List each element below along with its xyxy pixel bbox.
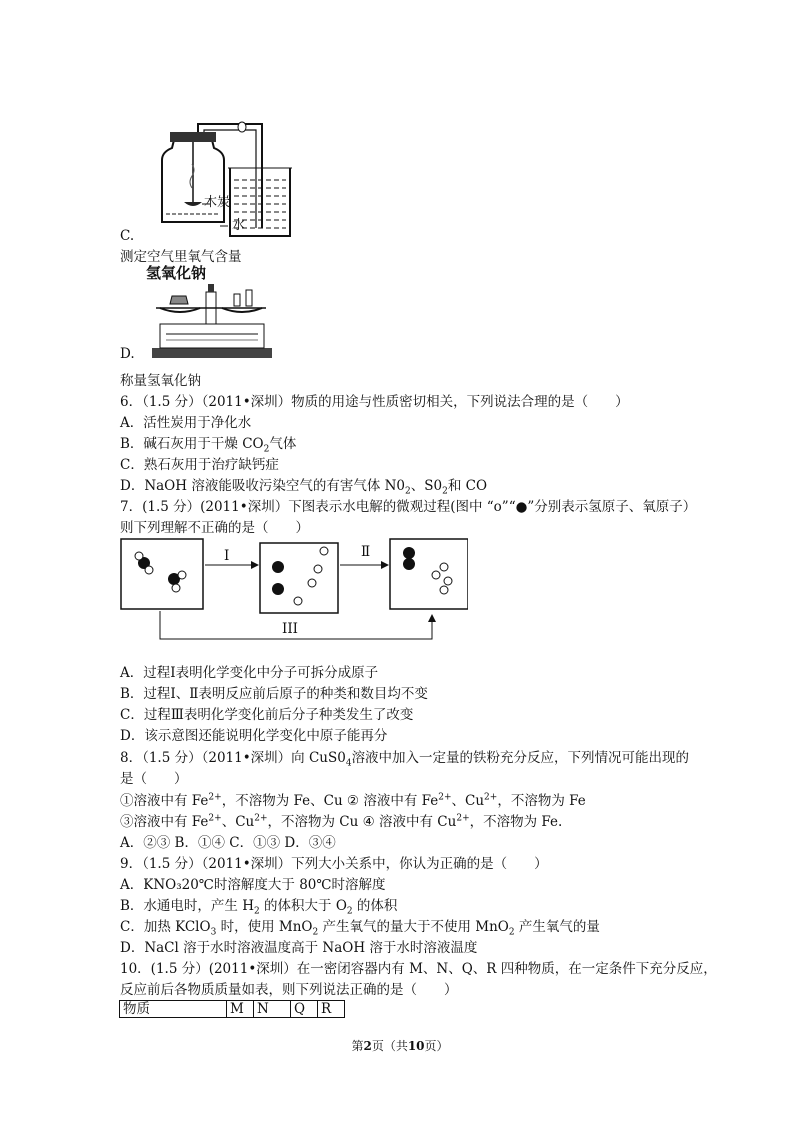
fig-d-option-letter: D. — [120, 346, 135, 362]
q7-label-process-ii: Ⅱ — [361, 544, 371, 560]
q9-option-d: D．NaCl 溶于水时溶液温度高于 NaOH 溶于水时溶液温度 — [120, 940, 478, 956]
q8-stem-line2: 是（ ） — [120, 771, 188, 787]
balance-scale-figure — [146, 282, 276, 360]
q7-label-process-i: I — [224, 548, 230, 564]
q6-option-d: D．NaOH 溶液能吸收污染空气的有害气体 $N0_2$、$S0_2$和 CO — [120, 478, 488, 497]
table-row — [120, 1001, 345, 1018]
q7-option-b: B．过程Ⅰ、Ⅱ表明反应前后原子的种类和数目均不变 — [120, 686, 428, 702]
fig-d-caption: 称量氢氧化钠 — [120, 373, 201, 389]
fig-d-label-top: 氢氧化钠 — [146, 264, 207, 282]
q8-options: A．②③ B．①④ C．①③ D．③④ — [120, 835, 336, 851]
q7-stem-line2: 则下列理解不正确的是（ ） — [120, 520, 309, 536]
fig-c-label-charcoal: 木炭 — [204, 195, 231, 210]
page-number: 2 — [363, 1039, 372, 1053]
q9-option-c: C．加热 KClO$_3$ 时，使用 MnO$_2$ 产生氧气的量大于不使用 MnO$_2$ 产生氧气的量 — [120, 919, 600, 938]
q10-mass-table — [119, 1000, 345, 1018]
q10-stem-line1: 10．(1.5 分）(2011•深圳）在一密闭容器内有 M、N、Q、R 四种物质，在一定条件下充分反应， — [120, 961, 717, 977]
q7-option-a: A．过程Ⅰ表明化学变化中分子可拆分成原子 — [120, 665, 379, 681]
q6-option-a: A．活性炭用于净化水 — [120, 415, 252, 431]
table-header-m: M — [227, 1001, 254, 1018]
q7-label-process-iii: III — [282, 621, 298, 637]
fig-c-caption: 测定空气里氧气含量 — [120, 249, 242, 265]
q6-stem: 6．（1.5 分）（2011•深圳）物质的用途与性质密切相关，下列说法合理的是（ ） — [120, 394, 629, 410]
oxygen-measurement-apparatus-figure — [140, 118, 310, 248]
table-header-substance: 物质 — [120, 1001, 227, 1018]
q8-choices-line1: ①溶液中有 $Fe^{2+}$，不溶物为 Fe、Cu ② 溶液中有 $Fe^{2+}$、$Cu^{2+}$，不溶物为 Fe — [120, 792, 586, 809]
q8-stem-line1: 8．（1.5 分）（2011•深圳）向 $CuS0_4$溶液中加入一定量的铁粉充分反应，下列情况可能出现的 — [120, 750, 690, 769]
q9-option-a: A．KNO₃20℃时溶解度大于 80℃时溶解度 — [120, 877, 386, 893]
q7-option-c: C．过程Ⅲ表明化学变化前后分子种类发生了改变 — [120, 707, 414, 723]
table-header-n: N — [254, 1001, 291, 1018]
q9-stem: 9．（1.5 分）（2011•深圳）下列大小关系中，你认为正确的是（ ） — [120, 856, 548, 872]
table-header-q: Q — [291, 1001, 318, 1018]
fig-c-label-water: 水 — [232, 218, 246, 233]
q9-option-b: B．水通电时，产生 $H_2$ 的体积大于 $O_2$ 的体积 — [120, 898, 398, 917]
q8-choices-line2: ③溶液中有 $Fe^{2+}$、$Cu^{2+}$，不溶物为 Cu ④ 溶液中有 $Cu^{2+}$，不溶物为 Fe. — [120, 813, 563, 830]
q6-option-b: B．碱石灰用于干燥 $CO_2$气体 — [120, 436, 297, 455]
q7-stem-line1: 7．(1.5 分）(2011•深圳）下图表示水电解的微观过程(图中 “o”“●”分别表示氢原子、氧原子） — [120, 499, 697, 515]
q7-option-d: D．该示意图还能说明化学变化中原子能再分 — [120, 728, 388, 744]
fig-c-option-letter: C. — [120, 228, 135, 244]
q10-stem-line2: 反应前后各物质质量如表，则下列说法正确的是（ ） — [120, 982, 458, 998]
page-footer: 第2页（共10页） — [351, 1039, 449, 1053]
table-header-r: R — [318, 1001, 345, 1018]
q6-option-c: C．熟石灰用于治疗缺钙症 — [120, 457, 279, 473]
total-pages: 10 — [407, 1039, 425, 1053]
